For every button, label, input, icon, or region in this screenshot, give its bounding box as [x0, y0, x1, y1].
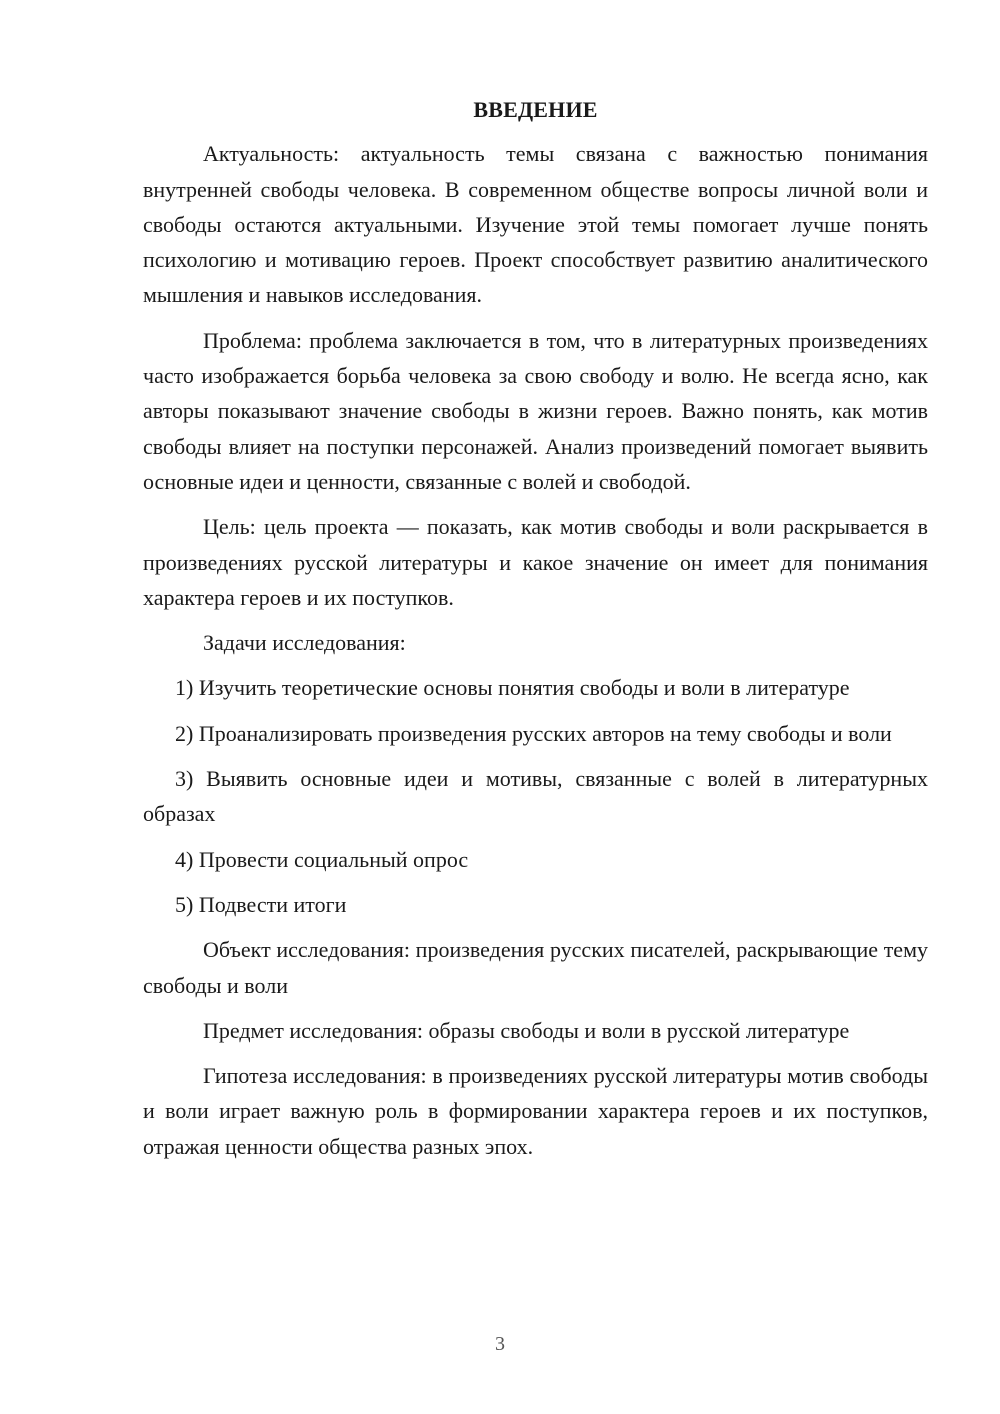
paragraph-goal: Цель: цель проекта — показать, как мотив свободы и воли раскрывается в произведениях русской литературы и какое значение он имеет для понимания характера героев и их поступков. [143, 514, 928, 610]
paragraph-object: Объект исследования: произведения русских писателей, раскрывающие тему свободы и воли [143, 937, 928, 998]
page-content [143, 92, 928, 1174]
list-item: 5) Подвести итоги [175, 891, 347, 917]
paragraph-subject: Предмет исследования: образы свободы и воли в русской литературе [203, 1017, 850, 1043]
list-item: 2) Проанализировать произведения русских авторов на тему свободы и воли [175, 720, 892, 746]
section-title: ВВЕДЕНИЕ [473, 97, 598, 122]
tasks-list [143, 670, 928, 922]
paragraph-relevance: Актуальность: актуальность темы связана с важностью понимания внутренней свободы человека. В современном обществе вопросы личной воли и свободы остаются актуальными. Изучение этой темы помогает лучше понять психологию и мотивацию героев. Проект способствует развитию аналитического мышления и навыков исследования. [143, 141, 928, 308]
tasks-heading: Задачи исследования: [203, 630, 406, 656]
list-item: 1) Изучить теоретические основы понятия свободы и воли в литературе [175, 675, 850, 701]
page-number: 3 [495, 1333, 505, 1355]
paragraph-problem: Проблема: проблема заключается в том, что в литературных произведениях часто изображается борьба человека за свою свободу и волю. Не всегда ясно, как авторы показывают значение свободы в жизни героев. Важно понять, как мотив свободы влияет на поступки персонажей. Анализ произведений помогает выявить основные идеи и ценности, связанные с волей и свободой. [143, 327, 928, 494]
list-item: 4) Провести социальный опрос [175, 846, 469, 872]
list-item: 3) Выявить основные идеи и мотивы, связанные с волей в литературных образах [143, 766, 928, 827]
paragraph-hypothesis: Гипотеза исследования: в произведениях русской литературы мотив свободы и воли играет важную роль в формировании характера героев и их поступков, отражая ценности общества разных эпох. [143, 1063, 928, 1159]
